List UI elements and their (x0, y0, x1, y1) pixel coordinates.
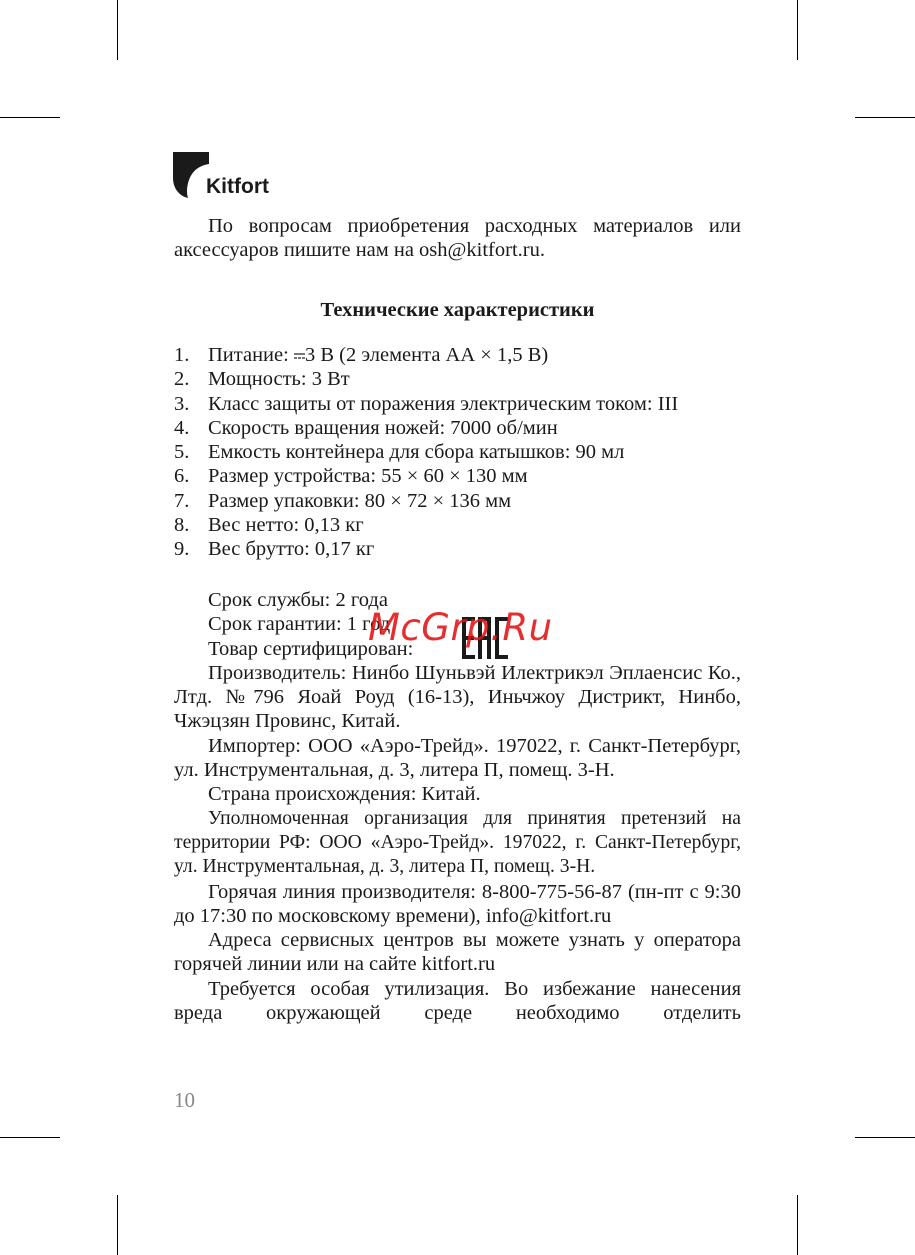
spec-item: 2. Мощность: 3 Вт (174, 368, 350, 391)
intro-paragraph: По вопросам приобретения расходных материалов или аксессуаров пишите нам на osh@kitfort.ru. (174, 215, 741, 262)
service-centers-paragraph: Адреса сервисных центров вы можете узнать у оператора горячей линии или на сайте kitfort.ru (174, 929, 741, 976)
brand-name: Kitfort (206, 175, 269, 198)
origin-paragraph: Страна происхождения: Китай. (208, 783, 481, 806)
brand-logo (173, 150, 269, 198)
crop-mark (117, 1195, 118, 1255)
disposal-paragraph: Требуется особая утилизация. Во избежание нанесения вреда окружающей среде необходимо отделить (174, 977, 741, 1025)
crop-mark (797, 0, 798, 60)
warranty: Срок гарантии: 1 год (208, 613, 391, 636)
dc-current-icon (294, 343, 305, 353)
crop-mark (855, 1137, 915, 1138)
section-heading: Технические характеристики (320, 299, 595, 321)
importer-paragraph: Импортер: ООО «Аэро-Трейд». 197022, г. Санкт-Петербург, ул. Инструментальная, д. 3, литера П, помещ. 3-Н. (174, 734, 741, 782)
spec-item: 3. Класс защиты от поражения электрическим током: III (174, 392, 679, 415)
details-block (174, 588, 741, 1025)
crop-mark (855, 117, 915, 118)
spec-item: 6. Размер устройства: 55 × 60 × 130 мм (174, 465, 528, 488)
spec-item: 8. Вес нетто: 0,13 кг (174, 514, 364, 537)
service-life: Срок службы: 2 года (208, 589, 388, 611)
hotline-paragraph: Горячая линия производителя: 8-800-775-56-87 (пн-пт с 9:30 до 17:30 по московскому времени), info@kitfort.ru (174, 880, 741, 927)
certification-line: Товар сертифицирован: (174, 637, 741, 661)
crop-mark (797, 1195, 798, 1255)
crop-mark (117, 0, 118, 60)
authorized-org-paragraph: Уполномоченная организация для принятия претензий на территории РФ: ООО «Аэро-Трейд». 197022, г. Санкт-Петербург, ул. Инструментальная, д. 3, литера П, помещ. 3-Н. (174, 807, 741, 878)
spec-item: 4. Скорость вращения ножей: 7000 об/мин (174, 416, 558, 439)
spec-item: 5. Емкость контейнера для сбора катышков: 90 мл (174, 441, 625, 464)
spec-item: 7. Размер упаковки: 80 × 72 × 136 мм (174, 489, 512, 512)
crop-mark (0, 1137, 60, 1138)
kitfort-logo-icon (173, 152, 209, 198)
spec-list (174, 343, 678, 562)
page-number: 10 (174, 1088, 195, 1112)
spec-item: 9. Вес брутто: 0,17 кг (174, 538, 375, 561)
watermark: McGrp.Ru (368, 606, 553, 649)
manufacturer-paragraph: Производитель: Нинбо Шуньвэй Илектрикэл Эплаенсис Ко., Лтд. №796 Яоай Роуд (16-13), Иньчжоу Дистрикт, Нинбо, Чжэцзян Провинс, Китай. (174, 661, 741, 733)
spec-item: 1. Питание: 3 В (2 элемента АА × 1,5 В) (174, 344, 549, 366)
crop-mark (0, 117, 60, 118)
